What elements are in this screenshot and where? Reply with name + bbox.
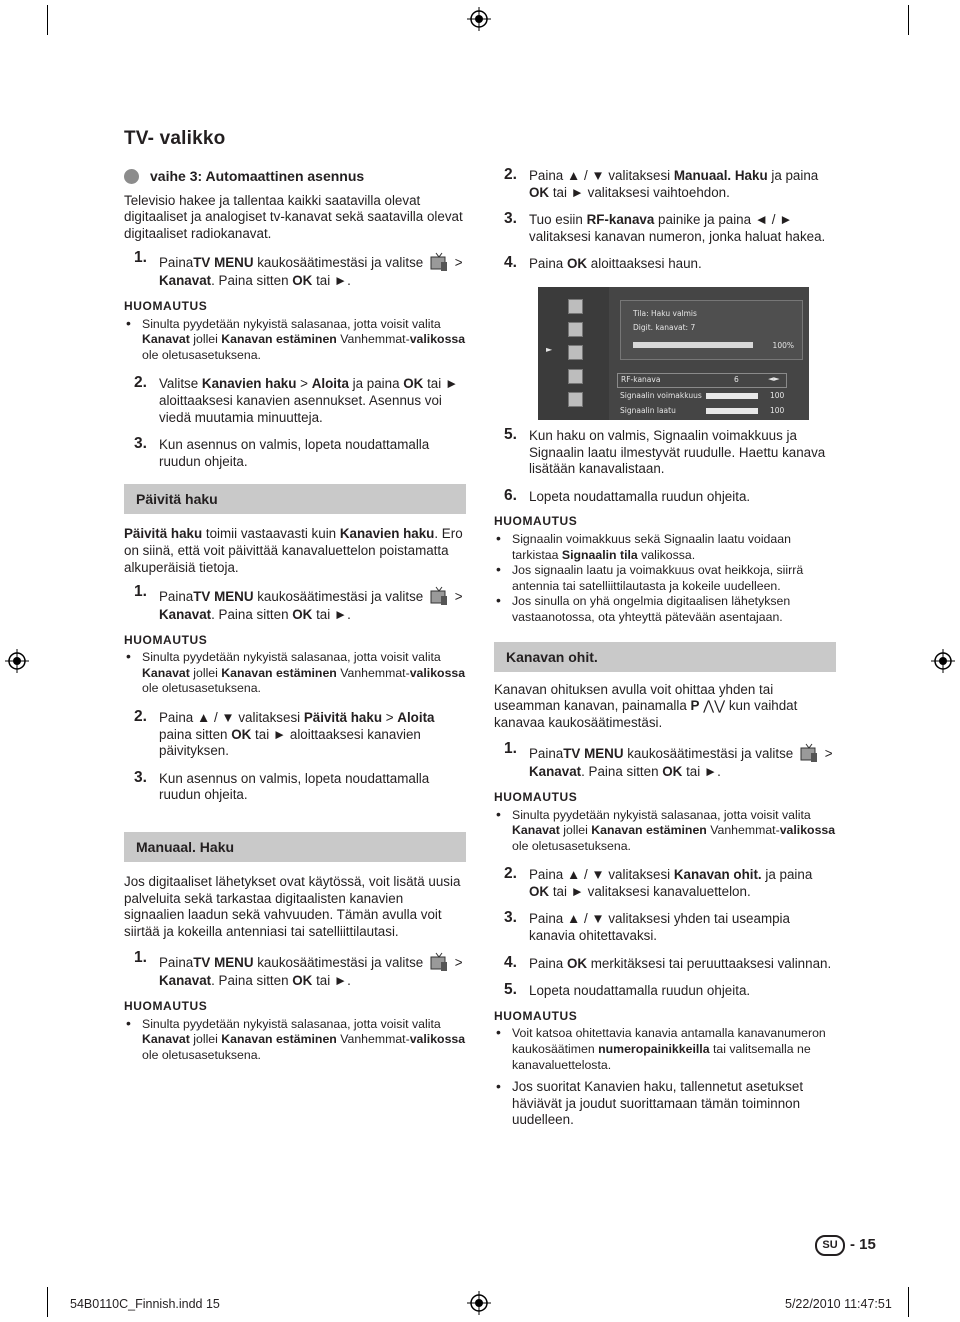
note-item: • Jos suoritat Kanavien haku, tallennetut asetukset häviävät ja joudut suorittamaan tämän toiminnon uudelleen.: [494, 1079, 836, 1129]
update-intro: Päivitä haku toimii vastaavasti kuin Kanavien haku. Ero on siinä, että voit päivittää kanavaluettelon poistamatta alkuperäisiä tietoja.: [124, 526, 463, 575]
note-label: HUOMAUTUS: [124, 298, 208, 313]
right-column-bottom: [494, 428, 836, 1129]
language-badge: SU: [815, 1235, 845, 1256]
section-bar-update-search: Päivitä haku: [124, 484, 466, 514]
skip-step-4: 4. Paina OK merkitäksesi tai peruuttaaksesi valinnan.: [504, 953, 832, 971]
bullet-circle-icon: [124, 169, 139, 184]
picture-menu-icon: [568, 299, 583, 314]
skip-step-5: 5. Lopeta noudattamalla ruudun ohjeita.: [504, 981, 751, 999]
channel-menu-icon: [568, 345, 583, 360]
skip-step-3: 3. Paina ▲ / ▼ valitaksesi yhden tai useampia kanavia ohitettavaksi.: [504, 909, 790, 944]
crop-mark: [908, 5, 909, 35]
signal-strength-row: Signaalin voimakkuus 100: [620, 391, 785, 400]
signal-quality-bar: [706, 408, 758, 414]
setup-menu-icon: [568, 392, 583, 407]
update-step-3: 3. Kun asennus on valmis, lopeta noudattamalla ruudun ohjeita.: [134, 768, 430, 803]
tv-menu-screenshot: [538, 287, 809, 420]
manual-step-1: 1. PainaTV MENU kaukosäätimestäsi ja valitse > Kanavat. Paina sitten OK tai ►.: [134, 949, 463, 989]
skip-step-1: 1. PainaTV MENU kaukosäätimestäsi ja valitse > Kanavat. Paina sitten OK tai ►.: [504, 740, 833, 780]
search-status-box: Tila: Haku valmis Digit. kanavat: 7 100%: [620, 300, 803, 360]
manual-step-5: 5. Kun haku on valmis, Signaalin voimakkuus ja Signaalin laatu ilmestyvät ruudulle. Haettu kanava lisätään kanavalistaan.: [504, 426, 826, 477]
page-title: TV- valikko: [124, 128, 226, 149]
registration-mark-icon: [931, 649, 955, 673]
note-item: • Sinulta pyydetään nykyistä salasanaa, jotta voisit valita Kanavat jollei Kanavan estäminen Vanhemmat-valikossa ole oletusasetuksena.: [124, 1017, 466, 1064]
manual-step-6: 6. Lopeta noudattamalla ruudun ohjeita.: [504, 486, 751, 504]
sound-menu-icon: [568, 322, 583, 337]
manual-step-3: 3. Tuo esiin RF-kanava painike ja paina ◄ / ► valitaksesi kanavan numeron, jonka haluat hakea.: [504, 210, 826, 244]
note-item: • Signaalin voimakkuus sekä Signaalin laatu voidaan tarkistaa Signaalin tila valikossa.: [494, 532, 836, 563]
manual-step-4: 4. Paina OK aloittaaksesi haun.: [504, 254, 702, 272]
footer-filename: 54B0110C_Finnish.indd 15: [70, 1297, 220, 1311]
update-step-2: 2. Paina ▲ / ▼ valitaksesi Päivitä haku > Aloita paina sitten OK tai ► aloittaaksesi kanavien päivityksen.: [134, 708, 435, 759]
update-step-1: 1. PainaTV MENU kaukosäätimestäsi ja valitse > Kanavat. Paina sitten OK tai ►.: [134, 583, 463, 623]
step-2: 2. Valitse Kanavien haku > Aloita ja paina OK tai ► aloittaaksesi kanavien asennukset. Asennus voi viedä muutamia minuutteja.: [134, 374, 459, 425]
step-3: 3. Kun asennus on valmis, lopeta noudattamalla ruudun ohjeita.: [134, 435, 430, 469]
registration-mark-icon: [467, 1291, 491, 1315]
registration-mark-icon: [467, 7, 491, 31]
parental-menu-icon: [568, 369, 583, 384]
channel-settings-icon: [429, 251, 449, 273]
step-1: 1. PainaTV MENU kaukosäätimestäsi ja valitse > Kanavat. Paina sitten OK tai ►.: [134, 249, 463, 289]
menu-selector-icon: ►: [546, 345, 553, 354]
registration-mark-icon: [5, 649, 29, 673]
channel-settings-icon: [429, 951, 449, 973]
crop-mark: [908, 1287, 909, 1317]
channel-settings-icon: [429, 585, 449, 607]
skip-intro: Kanavan ohituksen avulla voit ohittaa yhden tai useamman kanavan, painamalla P ⋀⋁ kun vaihdat kanavaa kaukosäätimestäsi.: [494, 681, 798, 730]
crop-mark: [47, 5, 48, 35]
note-label: HUOMAUTUS: [124, 999, 208, 1013]
step3-heading: vaihe 3: Automaattinen asennus: [124, 168, 466, 185]
note-label: HUOMAUTUS: [494, 1008, 578, 1023]
section-bar-manual-search: Manuaal. Haku: [124, 832, 466, 862]
skip-step-2: 2. Paina ▲ / ▼ valitaksesi Kanavan ohit. ja paina OK tai ► valitaksesi kanavaluettelon.: [504, 865, 813, 899]
intro-text: Televisio hakee ja tallentaa kaikki saatavilla olevat digitaaliset ja analogiset tv-kanavat sekä saatavilla olevat digitaaliset radiokanavat.: [124, 192, 463, 241]
signal-quality-row: Signaalin laatu 100: [620, 406, 785, 415]
note-item: • Voit katsoa ohitettavia kanavia antamalla kanavanumeron kaukosäätimen numeropainikkeilla tai valitsemalla ne kanavaluettelosta.: [494, 1026, 836, 1073]
progress-bar: [633, 342, 753, 348]
section-bar-channel-skip: Kanavan ohit.: [494, 642, 836, 672]
note-item: • Sinulta pyydetään nykyistä salasanaa, jotta voisit valita Kanavat jollei Kanavan estäminen Vanhemmat-valikossa ole oletusasetuksena.: [124, 650, 466, 697]
left-column: [124, 168, 466, 1063]
note-item: • Sinulta pyydetään nykyistä salasanaa, jotta voisit valita Kanavat jollei Kanavan estäminen Vanhemmat-valikossa ole oletusasetuksena.: [124, 317, 466, 364]
signal-strength-bar: [706, 393, 758, 399]
rf-channel-row: RF-kanava 6 ◄►: [617, 373, 787, 388]
note-item: • Jos sinulla on yhä ongelmia digitaalisen lähetyksen vastaanotossa, ota yhteyttä pätevään asentajaan.: [494, 594, 836, 625]
note-item: • Sinulta pyydetään nykyistä salasanaa, jotta voisit valita Kanavat jollei Kanavan estäminen Vanhemmat-valikossa ole oletusasetuksena.: [494, 808, 836, 855]
note-label: HUOMAUTUS: [124, 632, 208, 647]
note-label: HUOMAUTUS: [494, 514, 578, 529]
channel-settings-icon: [799, 742, 819, 764]
page-number: - 15: [850, 1236, 876, 1253]
footer-date: 5/22/2010 11:47:51: [785, 1297, 892, 1311]
crop-mark: [47, 1287, 48, 1317]
note-item: • Jos signaalin laatu ja voimakkuus ovat heikkoja, siirrä antennia tai satelliittilautasta ja kokeile uudelleen.: [494, 563, 836, 594]
manual-intro: Jos digitaaliset lähetykset ovat käytössä, voit lisätä uusia palveluita sekä tarkastaa digitaalisten kanavien signaalien laadun sekä vahvuuden. Tämän avulla voit siirtää ja kokeilla antenniasi tai satelliittilautasi.: [124, 874, 461, 939]
manual-step-2: 2. Paina ▲ / ▼ valitaksesi Manuaal. Haku ja paina OK tai ► valitaksesi vaihtoehdon.: [504, 166, 819, 200]
right-column-top: [494, 168, 836, 273]
note-label: HUOMAUTUS: [494, 789, 578, 804]
